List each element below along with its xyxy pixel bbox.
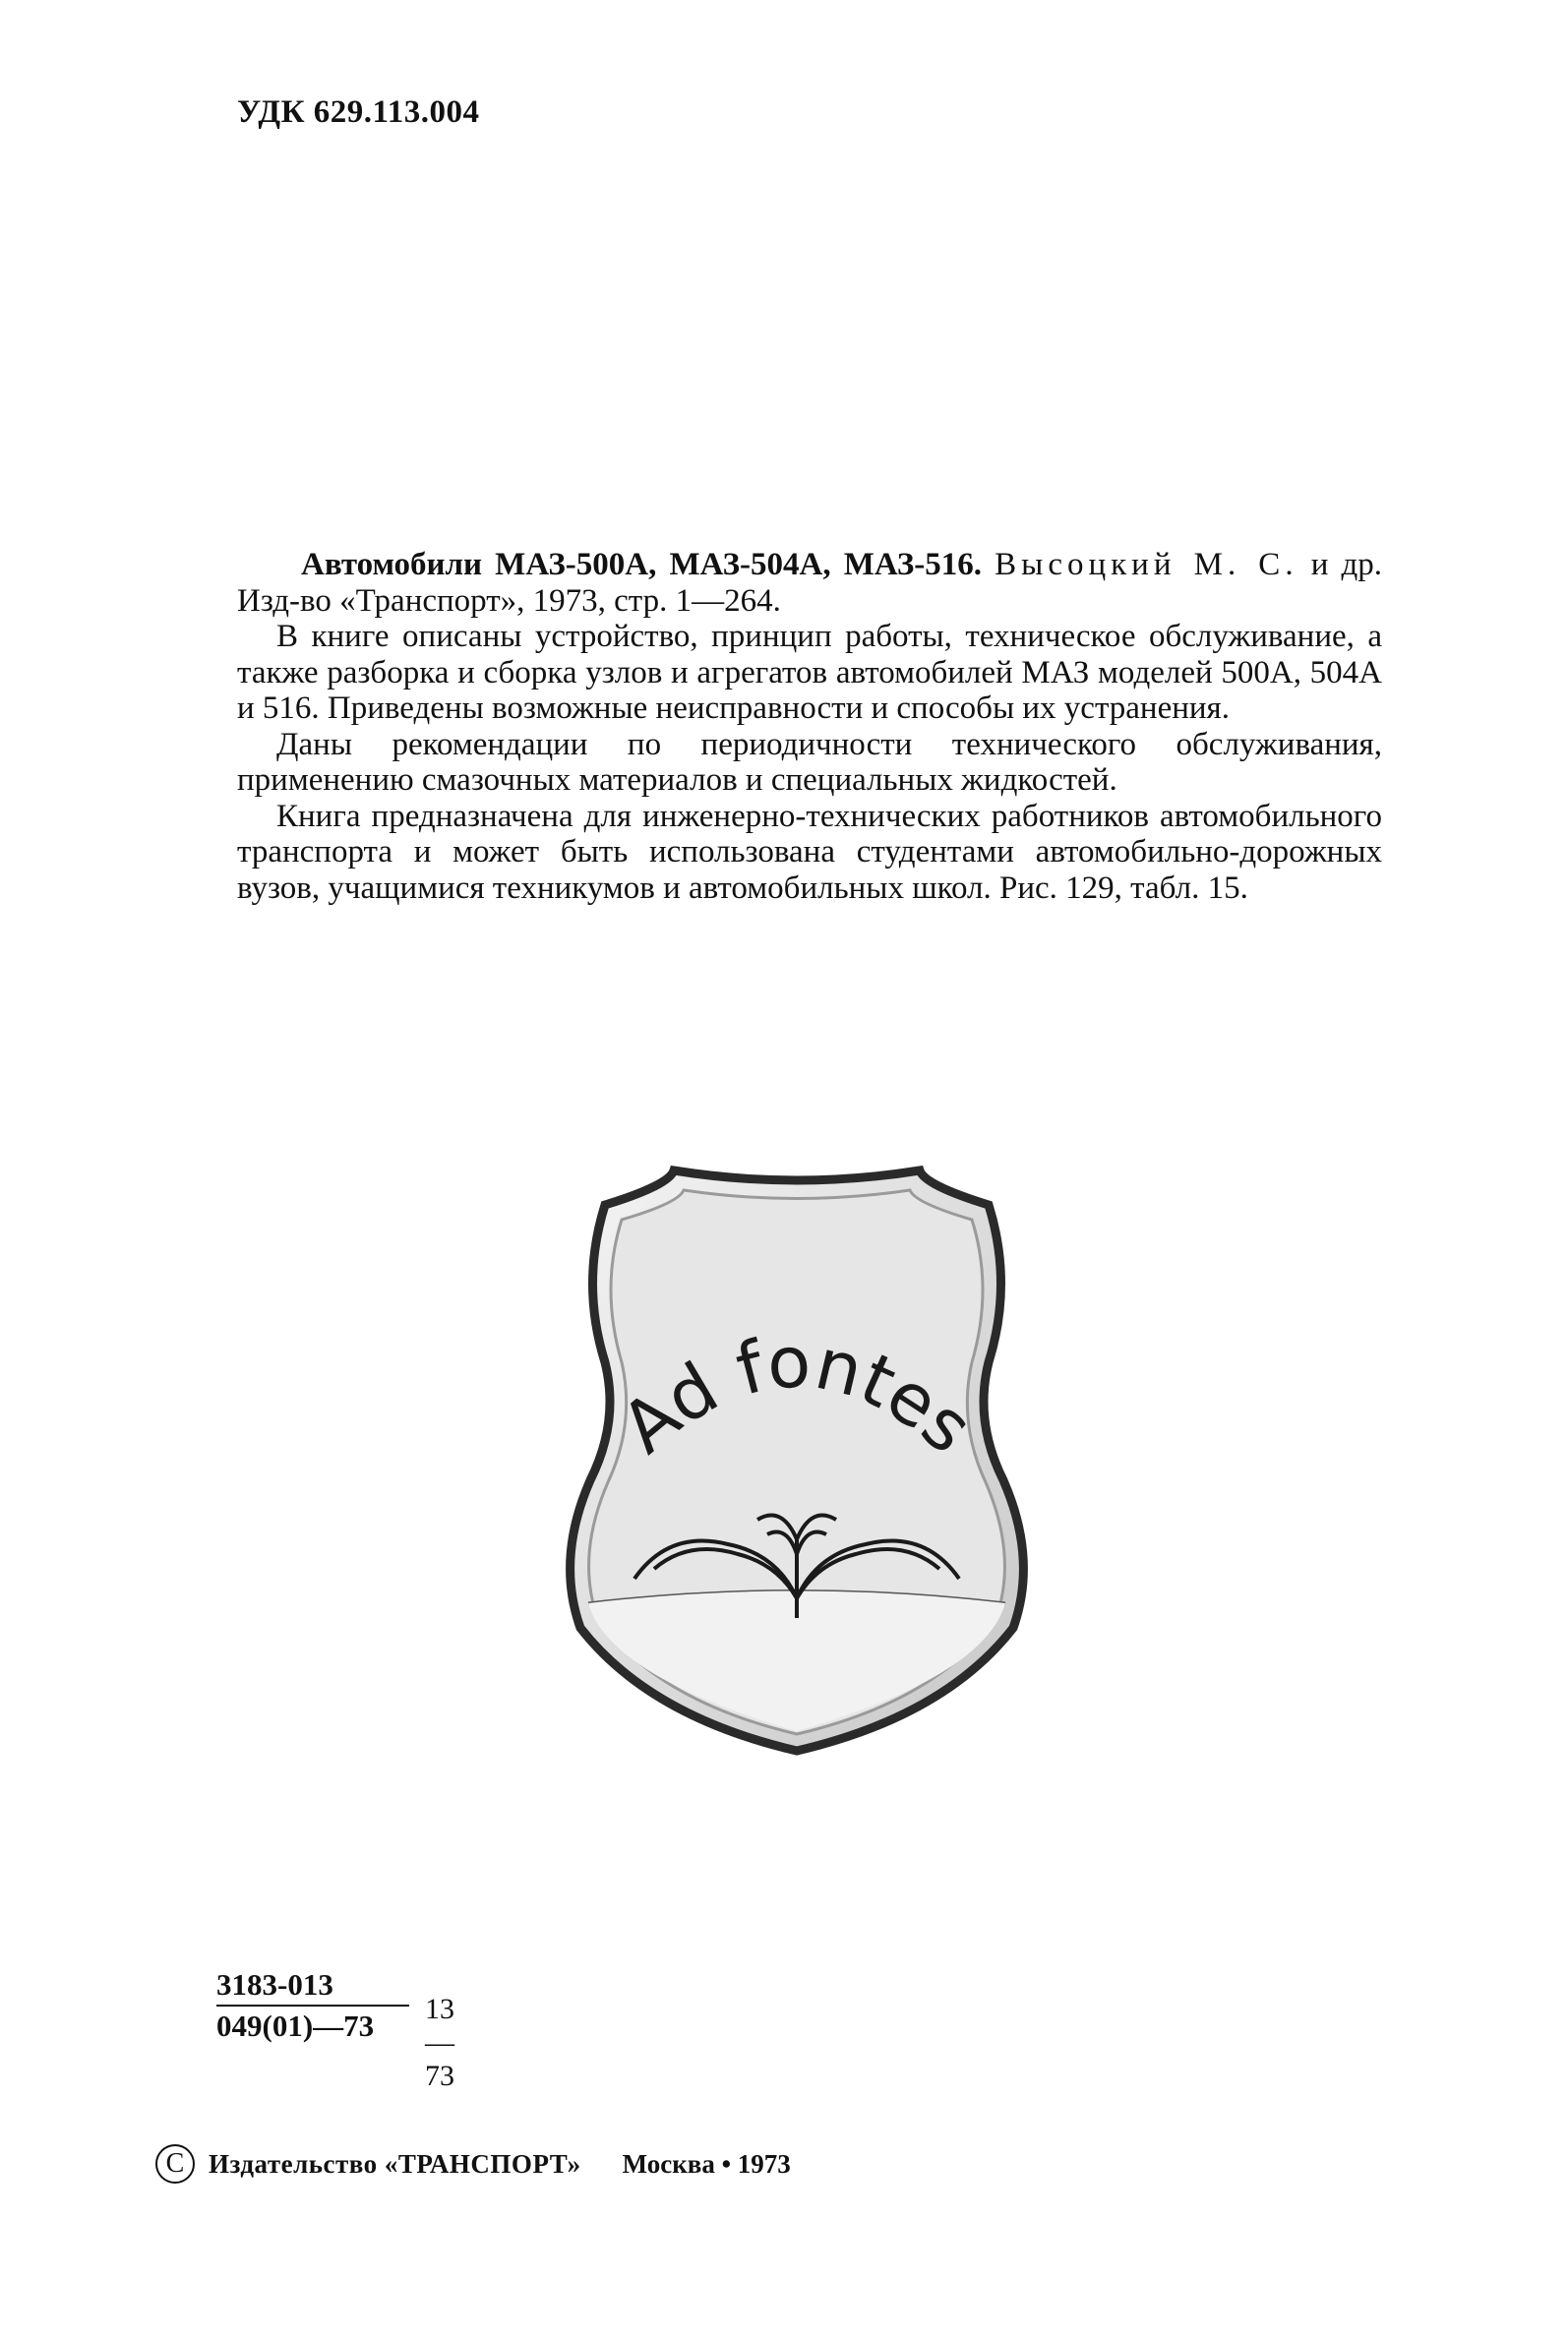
publisher-name: Издательство «ТРАНСПОРТ» <box>209 2148 581 2179</box>
copyright-icon: C <box>155 2144 195 2184</box>
udk-code: УДК 629.113.004 <box>237 94 480 130</box>
book-publication: и др. Изд-во «Транспорт», 1973, стр. 1—264. <box>237 547 1383 619</box>
city-year: Москва • 1973 <box>622 2148 791 2179</box>
abstract-paragraph-2: Даны рекомендации по периодичности технического обслуживания, применению смазочных материалов и специальных жидкостей. <box>237 726 1382 798</box>
abstract-paragraph-1: В книге описаны устройство, принцип работы, техническое обслуживание, а также разборка и сборка узлов и агрегатов автомобилей МАЗ моделей 500А, 504А и 516. Приведены возможные неисправности и способы их устранения. <box>237 619 1382 726</box>
abstract <box>237 547 1382 906</box>
index-code-numerator: 3183-013 <box>216 1967 409 2007</box>
shield-logo-icon <box>551 1166 1043 1756</box>
watermark-text: Ad fontes <box>605 1320 989 1469</box>
publisher-footer <box>155 2144 791 2184</box>
index-code-suffix: 13—73 <box>425 1993 454 2092</box>
bibliographic-entry <box>237 547 1382 619</box>
ad-fontes-watermark <box>551 1166 1043 1756</box>
index-code-denominator: 049(01)—73 <box>216 2009 375 2043</box>
index-code <box>216 1967 454 2092</box>
book-authors: Высоцкий М. С. <box>995 547 1298 582</box>
abstract-paragraph-3: Книга предназначена для инженерно-технических работников автомобильного транспорта и может быть использована студентами автомобильно-дорожных вузов, учащимися техникумов и автомобильных школ. Рис. 129, табл. 15. <box>237 798 1382 906</box>
book-title: Автомобили МАЗ-500А, МАЗ-504А, МАЗ-516. <box>301 547 983 582</box>
